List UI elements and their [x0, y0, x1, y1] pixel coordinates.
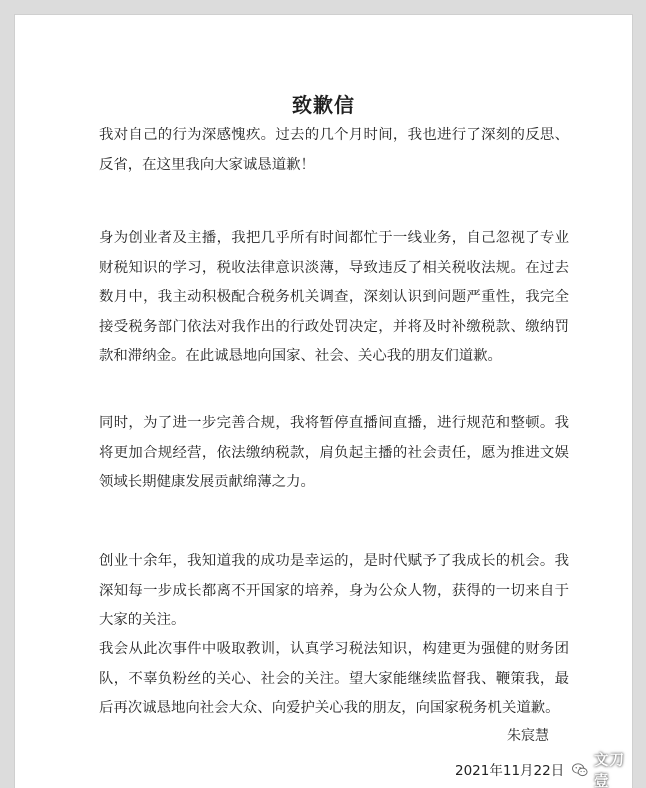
letter-paragraph: 同时，为了进一步完善合规，我将暂停直播间直播，进行规范和整顿。我将更加合规经营，依法缴纳税款，肩负起主播的社会责任，愿为推进文娱领域长期健康发展贡献绵薄之力。	[99, 415, 569, 490]
letter-date: 2021年11月22日	[455, 763, 565, 779]
letter-paragraph: 身为创业者及主播，我把几乎所有时间都忙于一线业务，自己忽视了专业财税知识的学习，税收法律意识淡薄，导致违反了相关税收法规。在过去数月中，我主动积极配合税务机关调查，深刻认识到问题严重性，我完全接受税务部门依法对我作出的行政处罚决定，并将及时补缴税款、缴纳罚款和滞纳金。在此诚恳地向国家、社会、关心我的朋友们道歉。	[99, 230, 569, 364]
letter-paragraph: 我对自己的行为深感愧疚。过去的几个月时间，我也进行了深刻的反思、反省，在这里我向大家诚恳道歉！	[99, 127, 569, 173]
watermark-text: 文刀壹	[593, 753, 625, 788]
letter-paragraph: 我会从此次事件中吸取教训，认真学习税法知识，构建更为强健的财务团队，不辜负粉丝的关心、社会的关注。望大家能继续监督我、鞭策我，最后再次诚恳地向社会大众、向爱护关心我的朋友，向国家税务机关道歉。	[99, 641, 569, 716]
wechat-icon	[571, 759, 589, 781]
letter-page	[14, 14, 633, 788]
letter-signature: 朱宸慧	[507, 728, 549, 744]
letter-paragraph: 创业十余年，我知道我的成功是幸运的，是时代赋予了我成长的机会。我深知每一步成长都离不开国家的培养，身为公众人物，获得的一切来自于大家的关注。	[99, 553, 569, 628]
watermark	[571, 753, 632, 788]
letter-title: 致歉信	[292, 93, 355, 117]
